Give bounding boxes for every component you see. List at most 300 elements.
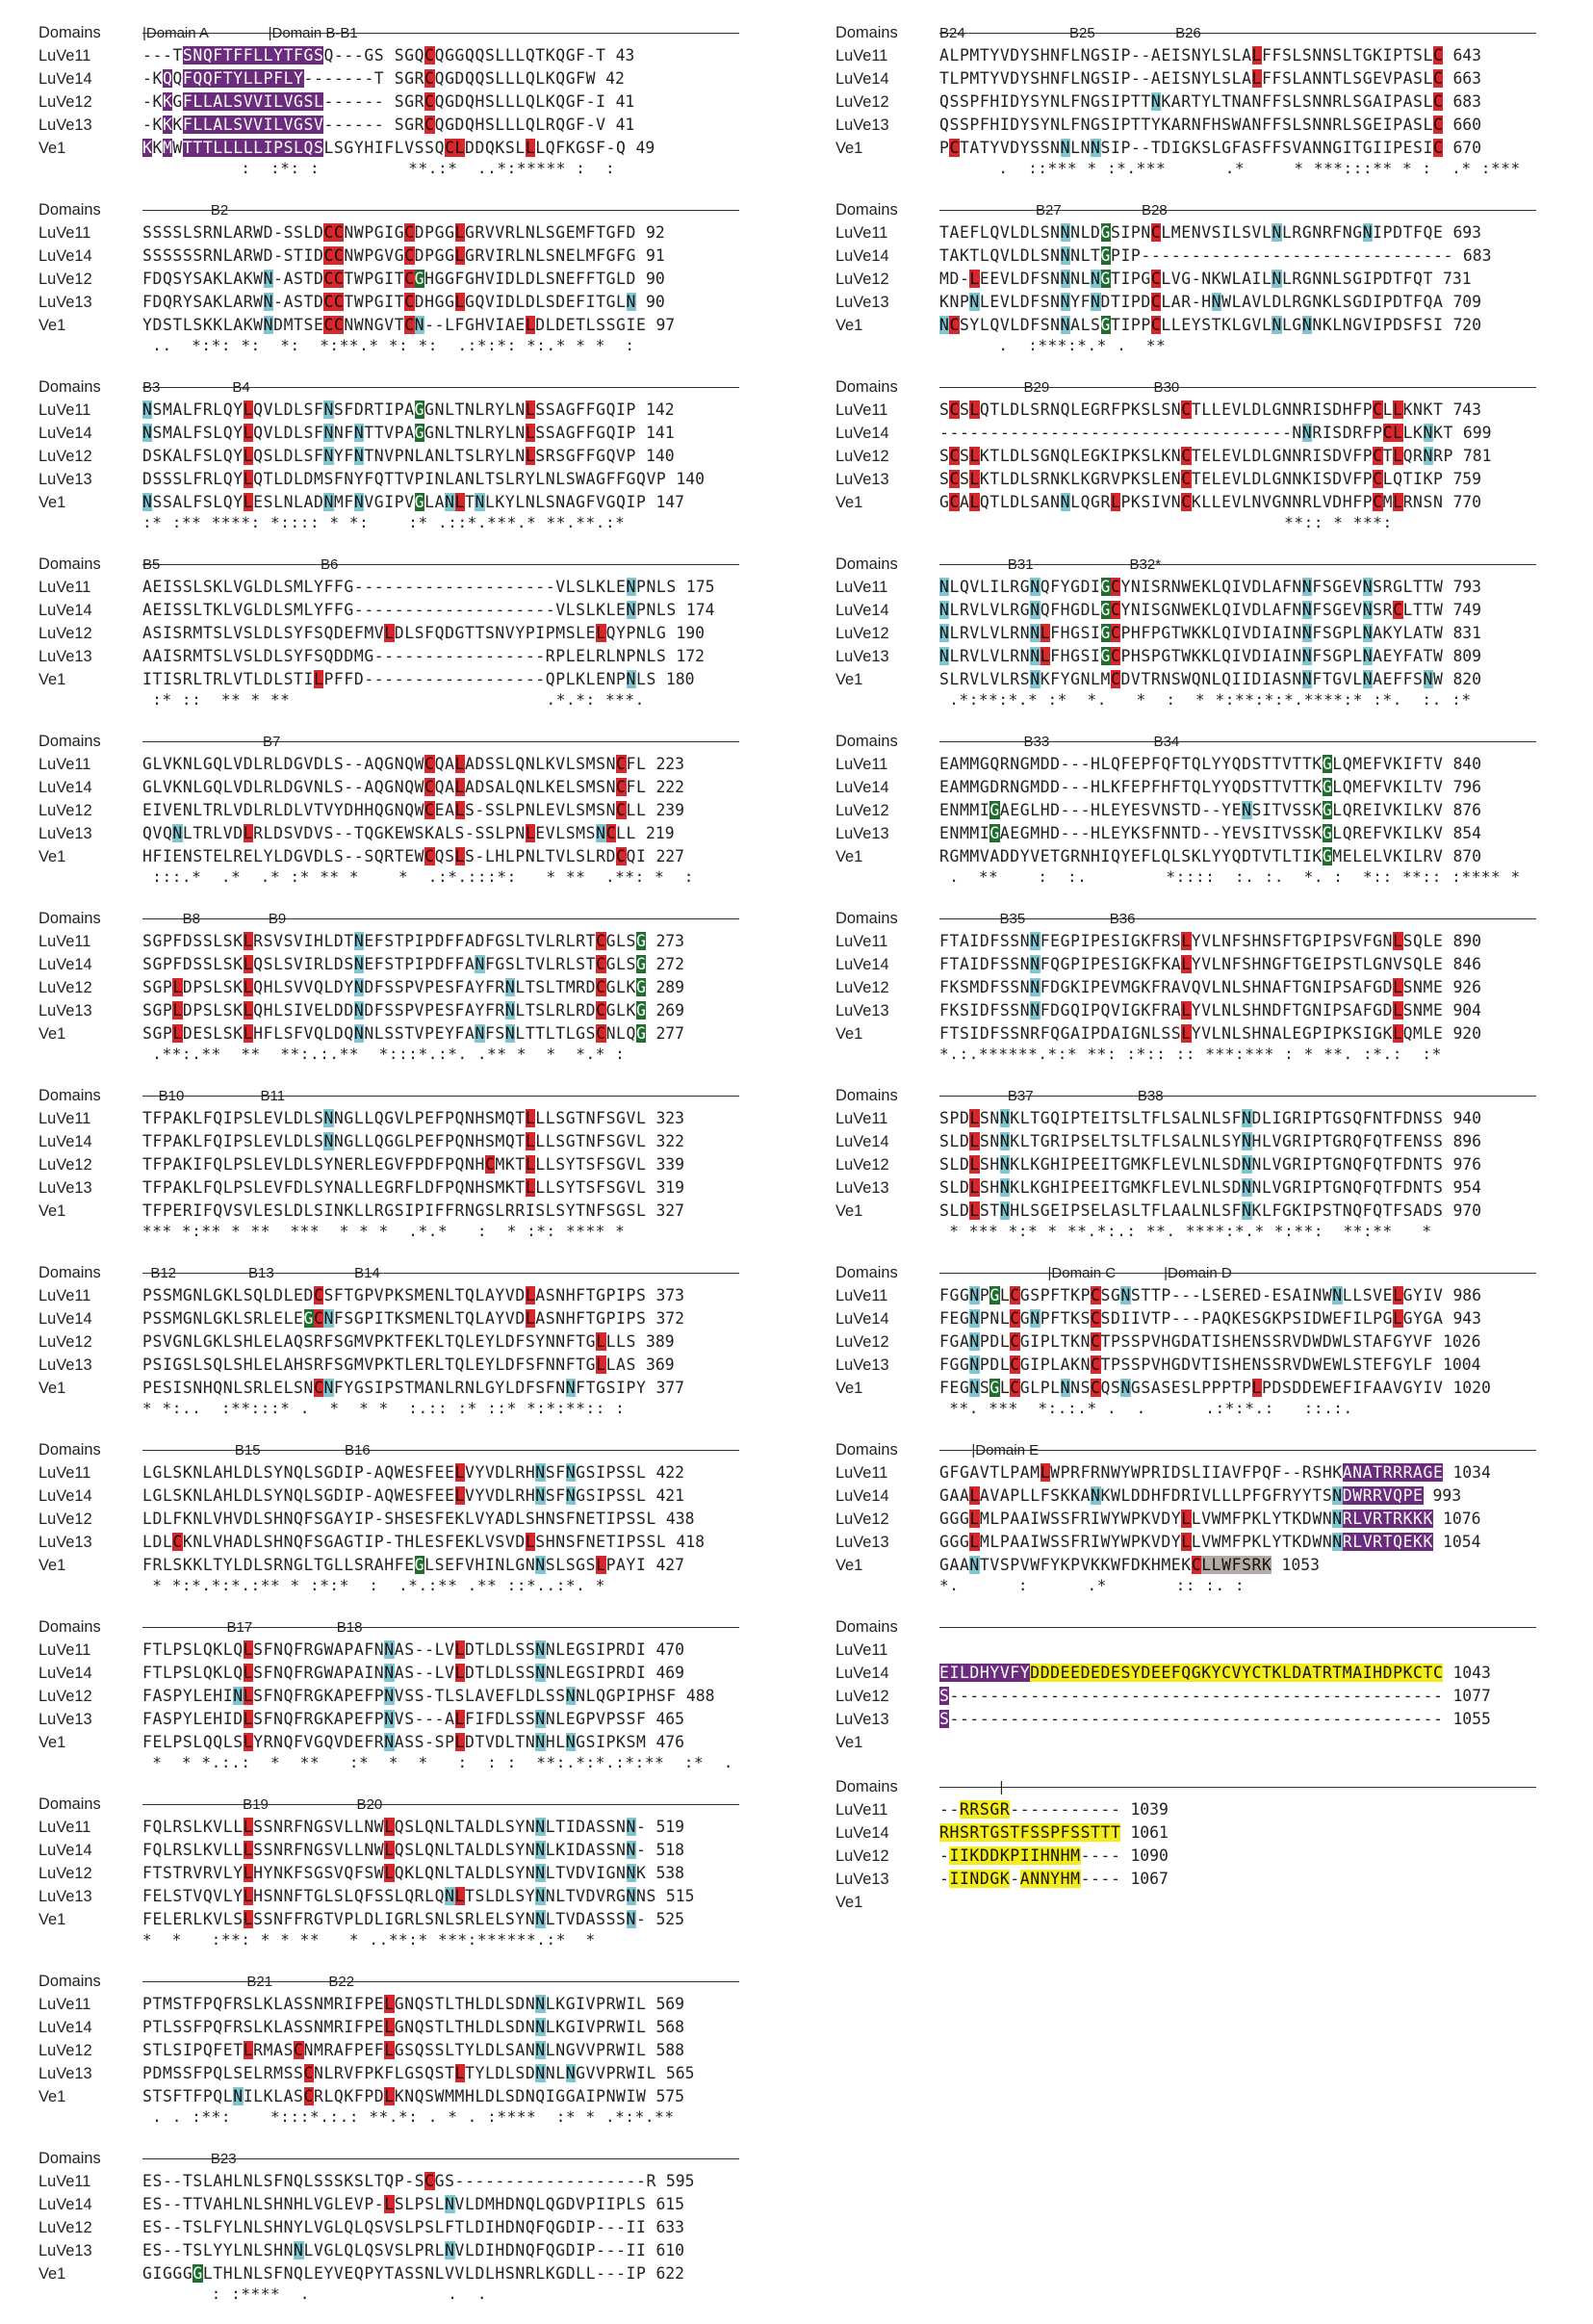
residue-position: 372 (655, 1309, 685, 1328)
sequence-row (835, 268, 1593, 291)
sequence-residues: TFPAKIFQLPSLEVLDLSYNERLEGVFPDFPQNHCMKTLLLSYTSFSGVL (142, 1155, 647, 1174)
sequence-residues: FQLRSLKVLLLSSNRFNGSVLLNWLQSLQNLTALDLSYNNLTIDASSNN- (142, 1818, 647, 1836)
sequence-name: LuVe12 (835, 1847, 889, 1865)
residue-position: 699 (1462, 424, 1492, 442)
sequence-row (39, 599, 809, 622)
residue-position: 1061 (1130, 1823, 1169, 1842)
residue-position: 515 (665, 1887, 695, 1905)
residue-position: 90 (645, 293, 665, 311)
sequence-residues: SGPLDESLSKLHFLSFVQLDQNNLSSTVPEYFANFSNLTTLTLGSCNLQG (142, 1024, 647, 1043)
sequence-residues: FASPYLEHIDLSFNQFRGKAPEFPNVS---ALFIFDLSSNNLEGPVPSSF (142, 1710, 647, 1728)
sequence-row (39, 268, 809, 291)
sequence-row (39, 2193, 809, 2216)
residue-position: 422 (655, 1463, 685, 1482)
sequence-row (835, 822, 1593, 845)
sequence-residues: LGLSKNLAHLDLSYNQLSGDIP-AQWESFEELVYVDLRHNSFNGSIPSSL (142, 1463, 647, 1482)
sequence-residues: DSKALFSLQYLQSLDLSFNYFNTNVPNLANLTSLRYLNLSRSGFFGQVP (142, 447, 636, 465)
sequence-name: Ve1 (39, 1025, 66, 1043)
domain-rule (939, 1775, 1536, 1798)
residue-position: 633 (655, 2218, 685, 2236)
domains-label: Domains (835, 378, 898, 396)
sequence-row (39, 2085, 809, 2108)
residue-position: 920 (1452, 1024, 1482, 1043)
consensus-row (39, 1400, 809, 1417)
sequence-row (39, 576, 809, 599)
consensus-row (835, 1046, 1593, 1063)
sequence-name: LuVe12 (39, 625, 92, 642)
sequence-row (835, 1176, 1593, 1200)
domain-rule (142, 1438, 739, 1461)
sequence-row (835, 1307, 1593, 1330)
domains-track (835, 907, 1593, 930)
residue-position: 219 (645, 824, 675, 842)
domains-label: Domains (835, 733, 898, 750)
sequence-row (39, 114, 809, 137)
residue-position: 427 (655, 1556, 685, 1574)
residue-position: 142 (645, 400, 675, 419)
sequence-row (835, 668, 1593, 691)
domains-label: Domains (835, 1087, 898, 1104)
domain-rule (142, 2147, 739, 2170)
sequence-residues: GLVKNLGQLVDLRLDGVNLS--AQGNQWCQALADSALQNLKELSMSNCFL (142, 778, 647, 796)
sequence-name: LuVe11 (39, 1996, 91, 2013)
sequence-name: Ve1 (39, 494, 66, 511)
sequence-name: Ve1 (835, 1025, 863, 1043)
domains-track (835, 553, 1593, 576)
residue-position: 289 (655, 978, 685, 996)
residue-position: 538 (655, 1864, 685, 1882)
consensus-symbols: * *** *:* * **.*:.: **. ****:*.* *:**: **:** * (939, 1222, 1432, 1240)
sequence-residues: GCALQTLDLSANNLQGRLPKSIVNCKLLEVLNVGNNRLVDHFPCMLRNSN (939, 493, 1444, 511)
sequence-name: LuVe14 (39, 779, 92, 796)
domains-label: Domains (39, 1795, 101, 1813)
sequence-row (39, 1200, 809, 1223)
sequence-row (39, 44, 809, 67)
domain-labels: B23 (142, 2151, 237, 2167)
domains-track (835, 1438, 1593, 1461)
sequence-row (39, 2016, 809, 2039)
consensus-symbols: * * *.:.: * ** :* * * : : : **:.*:*.:*:** :* . (142, 1753, 744, 1771)
domain-labels: B10 B11 (142, 1088, 286, 1104)
consensus-row (39, 1931, 809, 1949)
domains-label: Domains (835, 1441, 898, 1459)
sequence-name: Ve1 (39, 848, 66, 865)
sequence-row (39, 1153, 809, 1176)
sequence-row (39, 753, 809, 776)
residue-position: 660 (1452, 116, 1482, 134)
sequence-name: LuVe11 (39, 224, 91, 242)
sequence-name: LuVe14 (835, 1665, 889, 1682)
sequence-row (835, 1798, 1593, 1821)
sequence-name: LuVe13 (39, 825, 92, 842)
sequence-residues: PSSMGNLGKLSRLELEGCNFSGPITKSMENLTQLAYVDLASNHFTGPIPS (142, 1309, 647, 1328)
sequence-name: LuVe12 (835, 979, 889, 996)
residue-position: 43 (615, 46, 635, 65)
sequence-name: Ve1 (835, 140, 863, 157)
sequence-residues: FASPYLEHINLSFNQFRGKAPEFPNVSS-TLSLAVEFLDLSSNNLQGPIPHSF (142, 1687, 677, 1705)
sequence-name: LuVe14 (835, 1310, 889, 1328)
sequence-residues: --RRSGR----------- (939, 1800, 1121, 1819)
consensus-symbols: . . :**: *:::*.:.: **.*: . * . :**** :* * .*:*.** (142, 2107, 675, 2126)
domain-labels: B7 (142, 734, 281, 750)
residue-position: 1076 (1442, 1510, 1481, 1528)
domain-rule (142, 21, 739, 44)
sequence-name: LuVe11 (39, 1819, 91, 1836)
sequence-row (39, 1731, 809, 1754)
alignment-block (835, 1438, 1593, 1594)
sequence-residues: NSSALFSLQYLESLNLADNMFNVGIPVGLANLTNLKYLNLSNAGFVGQIP (142, 493, 647, 511)
consensus-symbols: * * :**: * * ** * ..**:* ***:******.:* * (142, 1930, 616, 1949)
domains-label: Domains (835, 24, 898, 41)
sequence-residues: TFPAKLFQIPSLEVLDLSNNGLLQGVLPEFPQNHSMQTLLLSGTNFSGVL (142, 1109, 647, 1127)
sequence-row (835, 1485, 1593, 1508)
sequence-residues: ES--TSLYYLNLSHNNLVGLQLQSVSLPRLNVLDIHDNQFQGDIP---II (142, 2241, 647, 2259)
sequence-residues: PSSMGNLGKLSQLDLEDCSFTGPVPKSMENLTQLAYVDLASNHFTGPIPS (142, 1286, 647, 1304)
alignment-block (835, 1261, 1593, 1417)
sequence-residues: PTMSTFPQFRSLKLASSNMRIFPELGNQSTLTHLDLSDNNLKGIVPRWIL (142, 1995, 647, 2013)
domains-label: Domains (39, 733, 101, 750)
sequence-residues: RHSRTGSTFSSPFSSTTT (939, 1823, 1121, 1842)
sequence-row (39, 1461, 809, 1485)
residue-position: 569 (655, 1995, 685, 2013)
residue-position: 438 (665, 1510, 695, 1528)
domains-track (835, 375, 1593, 399)
sequence-row (835, 1891, 1593, 1914)
sequence-residues: SPDLSNNKLTGQIPTEITSLTFLSALNLSFNDLIGRIPTGSQFNTFDNSS (939, 1109, 1444, 1127)
domains-label: Domains (835, 1264, 898, 1281)
sequence-residues: FELERLKVLSLSSNFFRGTVPLDLIGRLSNLSRLELSYNNLTVDASSSN- (142, 1910, 647, 1928)
residue-position: 743 (1452, 400, 1482, 419)
sequence-row (39, 67, 809, 90)
residue-position: 469 (655, 1664, 685, 1682)
residue-position: 831 (1452, 624, 1482, 642)
sequence-name: LuVe13 (39, 1711, 92, 1728)
domains-track (835, 1084, 1593, 1107)
sequence-name: Ve1 (835, 1734, 863, 1751)
domain-rule (939, 375, 1536, 399)
domains-track (39, 1261, 809, 1284)
sequence-residues: PSVGNLGKLSHLELAQSRFSGMVPKTFEKLTQLEYLDFSYNNFTGLLLS (142, 1332, 636, 1351)
sequence-residues: SCSLQTLDLSRNQLEGRFPKSLSNCTLLEVLDLGNNRISDHFPCLLKNKT (939, 400, 1444, 419)
sequence-name: LuVe11 (835, 579, 888, 596)
sequence-row (39, 1531, 809, 1554)
residue-position: 488 (685, 1687, 715, 1705)
sequence-residues: -KQQFQQFTYLLPFLY-------T SGRCQGDQQSLLLQLKQGFW (142, 69, 597, 88)
consensus-symbols: .**:.** ** **:.:.** *:::*.:*. .** * * *.* : (142, 1045, 626, 1063)
residue-position: 793 (1452, 578, 1482, 596)
sequence-row (39, 1377, 809, 1400)
consensus-symbols: *.:.******.*:* **: :*:: :: ***:*** : * **. :*.: :* (939, 1045, 1442, 1063)
domains-track (39, 1793, 809, 1816)
sequence-row (39, 90, 809, 114)
sequence-residues: -----------------------------------NNRISDRFPCLLKNKT (939, 424, 1453, 442)
sequence-name: LuVe13 (39, 294, 92, 311)
sequence-residues: GAALAVAPLLFSKKANKWLDDHFDRIVLLLPFGFRYYTSNDWRRVQPE (939, 1486, 1424, 1505)
sequence-name: LuVe13 (39, 1888, 92, 1905)
consensus-row (835, 1400, 1593, 1417)
sequence-row (39, 1330, 809, 1354)
sequence-row (835, 491, 1593, 514)
residue-position: 870 (1452, 847, 1482, 865)
residue-position: 319 (655, 1178, 685, 1197)
consensus-row (835, 1577, 1593, 1594)
sequence-residues: AAISRMTSLVSLDLSYFSQDDMG-----------------RPLELRLNPNLS (142, 647, 667, 665)
domains-label: Domains (39, 910, 101, 927)
sequence-row (835, 1508, 1593, 1531)
sequence-name: Ve1 (835, 1202, 863, 1220)
sequence-row (835, 930, 1593, 953)
sequence-residues: FTLPSLQKLQLSFNQFRGWAPAFNNAS--LVLDTLDLSSNNLEGSIPRDI (142, 1640, 647, 1659)
consensus-symbols: :* :** ****: *:::: * *: :* .::*.***.* **.**.:* (142, 513, 626, 531)
sequence-name: LuVe14 (39, 2019, 92, 2036)
residue-position: 820 (1452, 670, 1482, 688)
sequence-name: LuVe13 (39, 1002, 92, 1020)
sequence-row (39, 776, 809, 799)
sequence-name: Ve1 (39, 317, 66, 334)
sequence-row (39, 445, 809, 468)
sequence-residues: FEGNPNLCGNPFTKSCSDIIVTP---PAQKESGKPSIDWEFILPGLGYGA (939, 1309, 1444, 1328)
domains-track (835, 1615, 1593, 1639)
sequence-name: LuVe11 (39, 47, 91, 65)
residue-position: 147 (655, 493, 685, 511)
residue-position: 1004 (1442, 1356, 1481, 1374)
sequence-residues: EILDHYVFYDDDEEDEDESYDEEFQGKYCVYCTKLDATRTMAIHDPKCTC (939, 1664, 1444, 1682)
sequence-residues: SLDLSHNKLKGHIPEEITGMKFLEVLNLSDNNLVGRIPTGNQFQTFDNTS (939, 1178, 1444, 1197)
sequence-row (39, 422, 809, 445)
consensus-row (835, 691, 1593, 709)
sequence-name: LuVe11 (835, 933, 888, 950)
domain-rule (142, 198, 739, 221)
sequence-name: LuVe11 (39, 933, 91, 950)
domain-rule (939, 1438, 1536, 1461)
consensus-row (835, 337, 1593, 354)
sequence-name: LuVe13 (39, 471, 92, 488)
sequence-row (835, 1868, 1593, 1891)
sequence-residues: AEISSLTKLVGLDLSMLYFFG--------------------VLSLKLENPNLS (142, 601, 677, 619)
sequence-name: Ve1 (835, 1557, 863, 1574)
sequence-row (835, 1554, 1593, 1577)
residue-position: 476 (655, 1733, 685, 1751)
sequence-name: LuVe11 (835, 224, 888, 242)
sequence-name: LuVe13 (835, 116, 889, 134)
residue-position: 92 (645, 223, 665, 242)
sequence-residues: GAANTVSPVWFYKPVKKWFDKHMEKCLLWFSRK (939, 1556, 1272, 1574)
residue-position: 465 (655, 1710, 685, 1728)
alignment-block (39, 21, 809, 177)
alignment-block (39, 1084, 809, 1240)
sequence-name: LuVe14 (835, 602, 889, 619)
sequence-residues: FTAIDFSSNNFQGPIPESIGKFKALYVLNFSHNGFTGEIPSTLGNVSQLE (939, 955, 1444, 973)
sequence-name: LuVe13 (835, 471, 889, 488)
sequence-residues: LDLFKNLVHVDLSHNQFSGAYIP-SHSESFEKLVYADLSHNSFNETIPSSL (142, 1510, 656, 1528)
sequence-name: Ve1 (39, 140, 66, 157)
residue-position: 683 (1452, 92, 1482, 111)
sequence-residues: -KKGFLLALSVVILVGSL------ SGRCQGDQHSLLLQLKQGF-I (142, 92, 606, 111)
residue-position: 141 (645, 424, 675, 442)
sequence-name: Ve1 (39, 671, 66, 688)
sequence-row (835, 1662, 1593, 1685)
sequence-name: LuVe13 (835, 1871, 889, 1888)
residue-position: 327 (655, 1201, 685, 1220)
sequence-row (39, 1508, 809, 1531)
consensus-row (39, 691, 809, 709)
sequence-name: LuVe14 (39, 1310, 92, 1328)
sequence-residues: FKSMDFSSNNFDGKIPEVMGKFRAVQVLNLSHNAFTGNIPSAFGDLSNME (939, 978, 1444, 996)
sequence-residues: FTSTRVRVLYLHYNKFSGSVQFSWLQKLQNLTALDLSYNNLTVDVIGNNK (142, 1864, 647, 1882)
sequence-name: LuVe11 (39, 401, 91, 419)
alignment-block (835, 198, 1593, 354)
residue-position: 731 (1442, 270, 1472, 288)
sequence-residues: GLVKNLGQLVDLRLDGVDLS--AQGNQWCQALADSSLQNLKVLSMSNCFL (142, 755, 647, 773)
sequence-name: LuVe11 (39, 1110, 91, 1127)
sequence-name: Ve1 (835, 848, 863, 865)
domain-labels: B31 B32* (939, 556, 1162, 573)
residue-position: 1039 (1130, 1800, 1169, 1819)
sequence-name: LuVe13 (39, 1534, 92, 1551)
sequence-residues: ES--TSLAHLNLSFNQLSSSKSLTQP-SCGS-------------------R (142, 2172, 656, 2190)
sequence-name: LuVe13 (835, 1711, 889, 1728)
residue-position: 525 (655, 1910, 685, 1928)
sequence-residues: STSFTFPQLNILKLASCRLQKFPDLKNQSWMMHLDLSDNQIGGAIPNWIW (142, 2087, 647, 2105)
residue-position: 954 (1452, 1178, 1482, 1197)
sequence-row (39, 1993, 809, 2016)
sequence-name: LuVe13 (835, 1179, 889, 1197)
sequence-row (39, 1662, 809, 1685)
residue-position: 926 (1452, 978, 1482, 996)
consensus-row (835, 514, 1593, 531)
sequence-residues: FGGNPDLCGIPLAKNCTPSSPVHGDVTISHENSSRVDWEWLSTEFGYLF (939, 1356, 1433, 1374)
sequence-row (835, 1153, 1593, 1176)
alignment-block (39, 553, 809, 709)
domains-label: Domains (39, 24, 101, 41)
domain-labels: B5 B6 (142, 556, 339, 573)
sequence-name: LuVe14 (39, 1487, 92, 1505)
residue-position: 809 (1452, 647, 1482, 665)
sequence-name: LuVe13 (835, 1002, 889, 1020)
residue-position: 588 (655, 2041, 685, 2059)
consensus-row (39, 1754, 809, 1771)
sequence-row (835, 645, 1593, 668)
sequence-row (39, 1685, 809, 1708)
sequence-row (39, 221, 809, 245)
alignment-block (835, 907, 1593, 1063)
sequence-residues: PCTATYVDYSSNNLNNSIP--TDIGKSLGFASFFSVANNGITGIIPESIC (939, 139, 1444, 157)
sequence-name: LuVe12 (835, 271, 889, 288)
sequence-name: LuVe12 (39, 448, 92, 465)
sequence-residues: NLQVLILRGNQFYGDIGCYNISRNWEKLQIVDLAFNNFSGEVNSRGLTTW (939, 578, 1444, 596)
sequence-residues: RGMMVADDYVETGRNHIQYEFLQLSKLYYQDTVTLTIKGMELELVKILRV (939, 847, 1444, 865)
sequence-name: LuVe12 (835, 448, 889, 465)
sequence-residues: SGPFDSSLSKLQSLSVIRLDSNEFSTPIPDFFANFGSLTVLRLSTCGLSG (142, 955, 647, 973)
sequence-residues: SLRVLVLRSNKFYGNLMCDVTRNSWQNLQIIDIASNNFTGVLNAEFFSNW (939, 670, 1444, 688)
sequence-residues: GGGLMLPAAIWSSFRIWYWPKVDYLLVWMFPKLYTKDWNNRLVRTQEKK (939, 1533, 1433, 1551)
domains-track (39, 1438, 809, 1461)
sequence-row (39, 1485, 809, 1508)
sequence-name: Ve1 (835, 494, 863, 511)
alignment-block (835, 21, 1593, 177)
domain-rule (142, 553, 739, 576)
residue-position: 175 (685, 578, 715, 596)
sequence-row (39, 1639, 809, 1662)
alignment-block (39, 375, 809, 531)
sequence-row (39, 2062, 809, 2085)
sequence-name: LuVe14 (835, 1133, 889, 1150)
alignment-block (39, 907, 809, 1063)
sequence-residues: ES--TTVAHLNLSHNHLVGLEVP-LSLPSLNVLDMHDNQLQGDVPIIPLS (142, 2195, 647, 2213)
sequence-residues: AEISSLSKLVGLDLSMLYFFG--------------------VLSLKLENPNLS (142, 578, 677, 596)
domains-track (835, 21, 1593, 44)
domain-labels: B29 B30 (939, 379, 1180, 396)
sequence-residues: SGPLDPSLSKLQHLSVVQLDYNDFSSPVPESFAYFRNLTSLTMRDCGLKG (142, 978, 647, 996)
sequence-name: LuVe12 (39, 1511, 92, 1528)
sequence-row (39, 2170, 809, 2193)
residue-position: 615 (655, 2195, 685, 2213)
sequence-name: LuVe14 (39, 70, 92, 88)
sequence-row (39, 314, 809, 337)
domains-track (39, 21, 809, 44)
sequence-name: LuVe12 (39, 2042, 92, 2059)
residue-position: 41 (615, 116, 635, 134)
consensus-row (39, 868, 809, 886)
domains-label: Domains (39, 1973, 101, 1990)
residue-position: 610 (655, 2241, 685, 2259)
consensus-symbols: : :**** . . . (142, 2285, 488, 2303)
sequence-residues: ES--TSLFYLNLSHNYLVGLQLQSVSLPSLFTLDIHDNQFQGDIP---II (142, 2218, 647, 2236)
residue-position: 222 (655, 778, 685, 796)
sequence-row (835, 999, 1593, 1022)
residue-position: 377 (655, 1379, 685, 1397)
residue-position: 389 (645, 1332, 675, 1351)
sequence-residues: SGPLDPSLSKLQHLSIVELDDNDFSSPVPESFAYFRNLTSLRLRDCGLKG (142, 1001, 647, 1020)
sequence-name: LuVe11 (835, 1110, 888, 1127)
domains-track (39, 1615, 809, 1639)
sequence-name: Ve1 (39, 1734, 66, 1751)
sequence-row (835, 1708, 1593, 1731)
consensus-row (39, 2108, 809, 2126)
sequence-residues: SLDLSTNHLSGEIPSELASLTFLAALNLSFNKLFGKIPSTNQFQTFSADS (939, 1201, 1444, 1220)
sequence-residues: SLDLSNNKLTGRIPSELTSLTFLSALNLSYNHLVGRIPTGRQFQTFENSS (939, 1132, 1444, 1150)
sequence-name: LuVe12 (39, 1865, 92, 1882)
left-alignment-column (39, 21, 809, 2324)
sequence-row (835, 845, 1593, 868)
domain-rule (939, 21, 1536, 44)
sequence-row (835, 1845, 1593, 1868)
sequence-name: Ve1 (39, 1557, 66, 1574)
consensus-symbols: * *:*.*:*.:** * :*:* : .*.:** .** ::*..:*. * (142, 1576, 616, 1594)
sequence-row (835, 1821, 1593, 1845)
sequence-residues: EAMMGDRNGMDD---HLKFEPFHFTQLYYQDSTTVTTKGLQMEFVKILTV (939, 778, 1444, 796)
residue-position: 749 (1452, 601, 1482, 619)
residue-position: 720 (1452, 316, 1482, 334)
residue-position: 709 (1452, 293, 1482, 311)
sequence-residues: ---TSNQFTFFLLYTFGSQ---GS SGQCQGGQQSLLLQTKQGF-T (142, 46, 606, 65)
domain-labels: B3 B4 (142, 379, 250, 396)
domains-track (39, 730, 809, 753)
alignment-block (835, 1615, 1593, 1754)
sequence-residues: PTLSSFPQFRSLKLASSNMRIFPELGNQSTLTHLDLSDNNLKGIVPRWIL (142, 2018, 647, 2036)
domain-rule (142, 1084, 739, 1107)
residue-position: 622 (655, 2264, 685, 2283)
sequence-row (835, 799, 1593, 822)
sequence-residues: NLRVLVLRNNLFHGSIGCPHSPGTWKKLQIVDIAINNFSGPLNAEYFATW (939, 647, 1444, 665)
domain-rule (142, 1261, 739, 1284)
residue-position: 1067 (1130, 1870, 1169, 1888)
sequence-residues: TAEFLQVLDLSNNNLDGSIPNCLMENVSILSVLNLRGNRFNGNIPDTFQE (939, 223, 1444, 242)
sequence-residues: SLDLSHNKLKGHIPEEITGMKFLEVLNLSDNNLVGRIPTGNQFQTFDNTS (939, 1155, 1444, 1174)
residue-position: 890 (1452, 932, 1482, 950)
sequence-row (39, 1107, 809, 1130)
sequence-name: LuVe11 (39, 1641, 91, 1659)
